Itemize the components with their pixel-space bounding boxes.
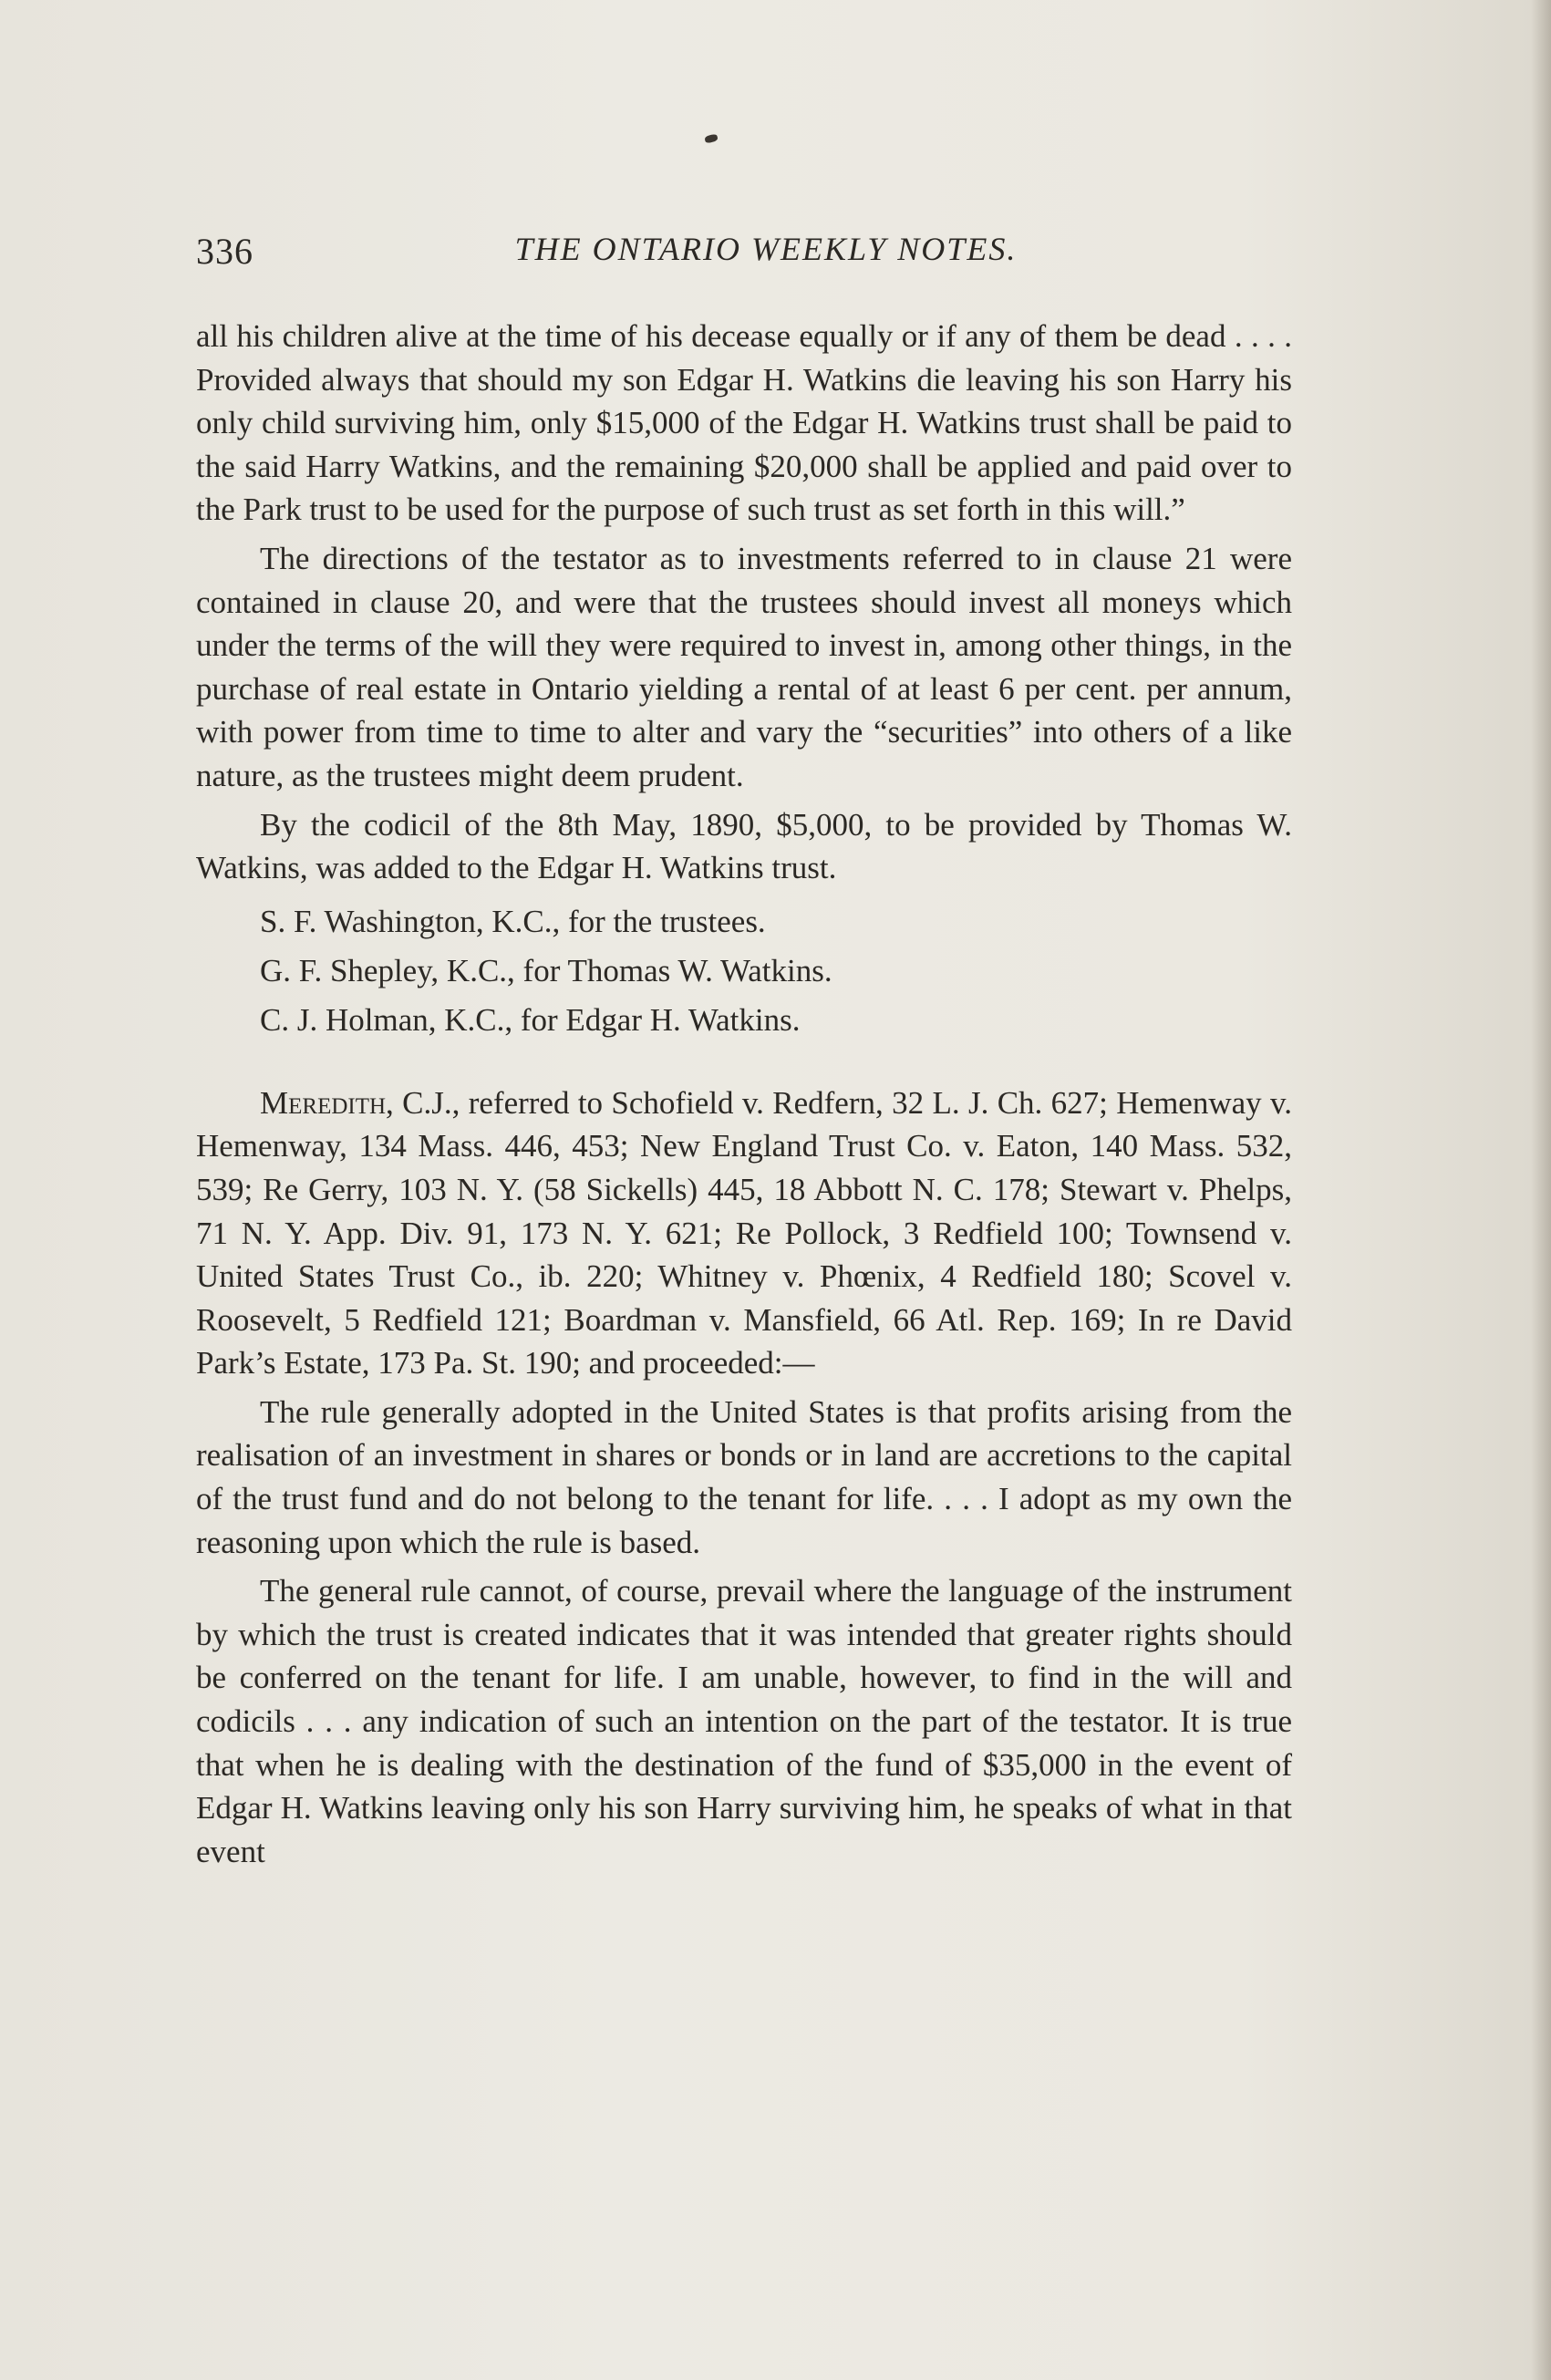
counsel-item: S. F. Washington, K.C., for the trustees. (260, 903, 766, 939)
counsel-item: G. F. Shepley, K.C., for Thomas W. Watkins. (260, 952, 832, 988)
paragraph-exception: The general rule cannot, of course, prevail where the language of the instrument by which the trust is created indicates that it was intended that greater rights should be conferred on the tenant for life. I am unable, however, to find in the will and codicils . . . any indication of such an intention on the part of the testator. It is true that when he is dealing with the destination of the fund of $35,000 in the event of Edgar H. Watkins leaving only his son Harry surviving him, he speaks of what in that event (196, 1573, 1292, 1869)
citations-text: , referred to Schofield v. Redfern, 32 L. J. Ch. 627; Hemenway v. Hemenway, 134 Mass. 446, 453; New England Trust Co. v. Eaton, 140 Mass. 532, 539; Re Gerry, 103 N. Y. (58 Sickells) 445, 18 Abbott N. C. 178; Stewart v. Phelps, 71 N. Y. App. Div. 91, 173 N. Y. 621; Re Pollock, 3 Redfield 100; Townsend v. United States Trust Co., ib. 220; Whitney v. Phœnix, 4 Redfield 180; Scovel v. Roosevelt, 5 Redfield 121; Boardman v. Mansfield, 66 Atl. Rep. 169; In re David Park’s Estate, 173 Pa. St. 190; and proceeded:— (196, 1084, 1292, 1381)
ink-mark (704, 133, 719, 143)
paragraph-investment-directions: The directions of the testator as to investments referred to in clause 21 were contained in clause 20, and were that the trustees should invest all moneys which under the terms of the will they were required to invest in, among other things, in the purchase of real estate in Ontario yielding a rental of at least 6 per cent. per annum, with power from time to time to alter and vary the “securities” into others of a like nature, as the trustees might deem prudent. (196, 540, 1292, 793)
paragraph-will-quote: all his children alive at the time of his decease equally or if any of them be dead . . . . Provided always that should my son Edgar H. Watkins die leaving his son Harry his only child surviving him, only $15,000 of the Edgar H. Watkins trust shall be paid to the said Harry Watkins, and the remaining $20,000 shall be applied and paid over to the Park trust to be used for the purpose of such trust as set forth in this will.” (196, 318, 1292, 528)
paragraph-codicil: By the codicil of the 8th May, 1890, $5,000, to be provided by Thomas W. Watkins, was added to the Edgar H. Watkins trust. (196, 806, 1292, 886)
running-head: THE ONTARIO WEEKLY NOTES. (514, 231, 1018, 267)
page-edge-shadow (1531, 0, 1551, 2380)
counsel-list (196, 899, 1292, 1043)
page-header (196, 230, 1299, 285)
paragraph-judgment-citations (196, 1081, 1292, 1385)
counsel-item: C. J. Holman, K.C., for Edgar H. Watkins. (260, 1001, 801, 1038)
page-number: 336 (196, 231, 253, 272)
paragraph-general-rule: The rule generally adopted in the United States is that profits arising from the realisation of an investment in shares or bonds or in land are accretions to the capital of the trust fund and do not belong to the tenant for life. . . . I adopt as my own the reasoning upon which the rule is based. (196, 1393, 1292, 1560)
body-text (196, 315, 1292, 1873)
judge-name: Meredith, C.J. (260, 1084, 452, 1121)
